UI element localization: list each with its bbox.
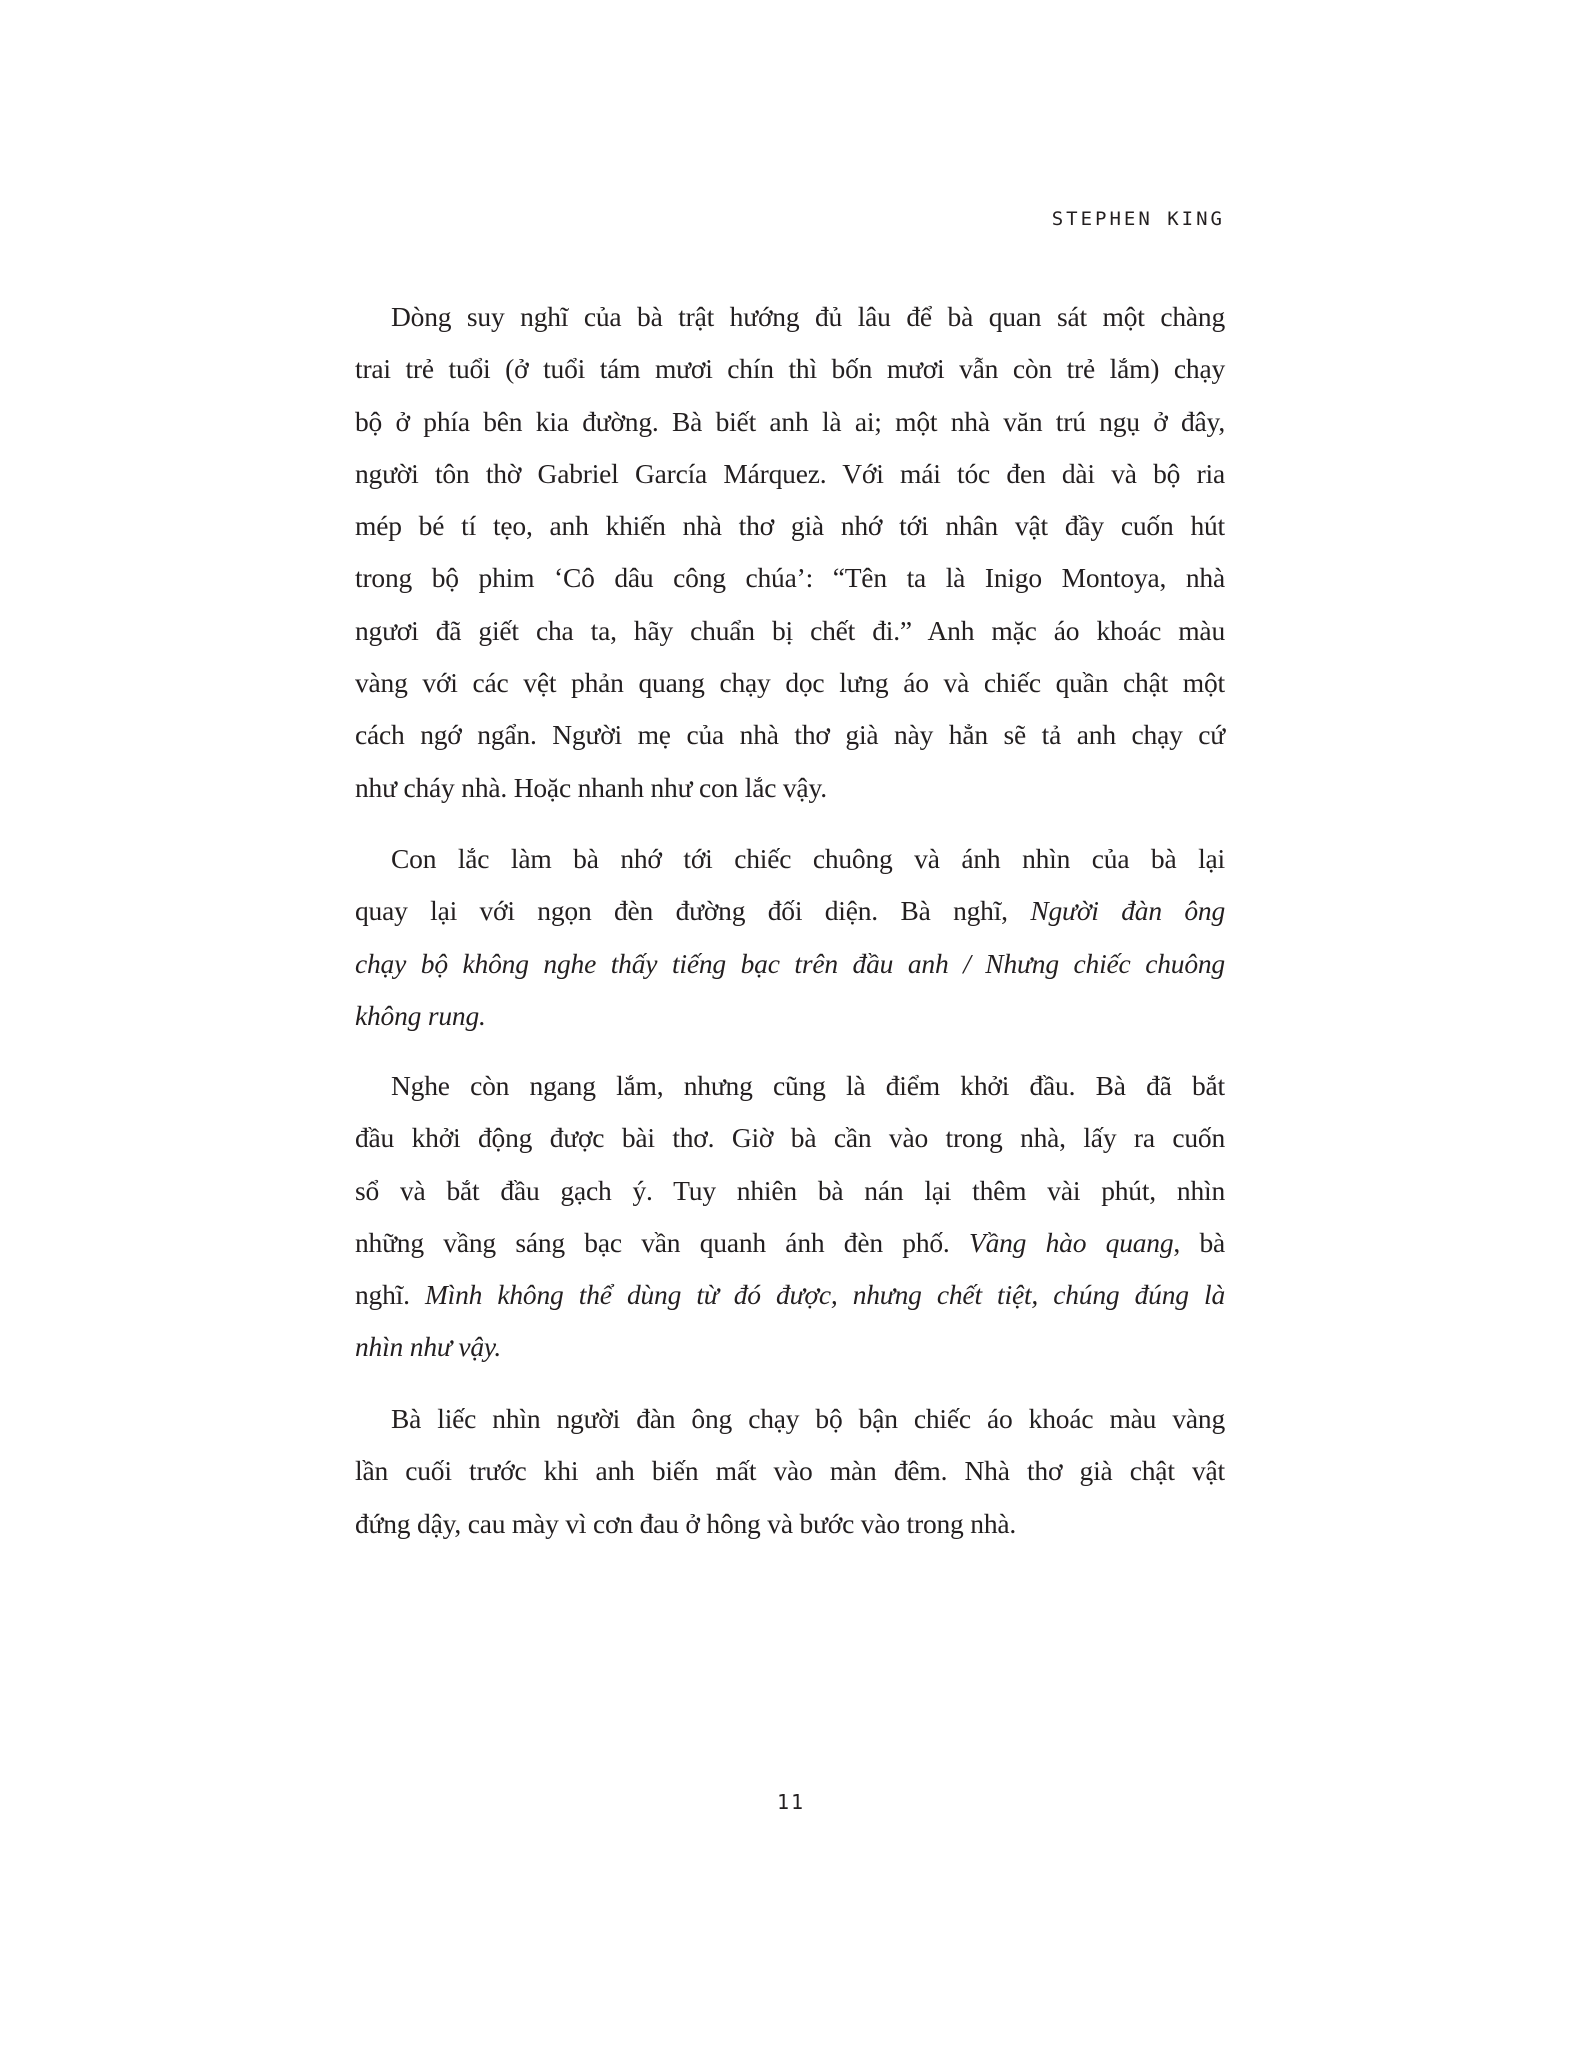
- body-text: quay lại với ngọn đèn đường đối diện. Bà nghĩ,: [355, 895, 1031, 927]
- body-text: bộ ở phía bên kia đường. Bà biết anh là ai; một nhà văn trú ngụ ở đây,: [355, 405, 1225, 437]
- body-text: lần cuối trước khi anh biến mất vào màn đêm. Nhà thơ già chật vật: [355, 1455, 1225, 1487]
- text-line: [355, 762, 1225, 814]
- text-line: [355, 396, 1225, 448]
- text-line: [355, 448, 1225, 500]
- text-line: [355, 938, 1225, 990]
- text-line: [355, 1112, 1225, 1164]
- text-line: [355, 1060, 1225, 1112]
- italic-text: nhìn như vậy.: [355, 1331, 502, 1363]
- text-line: [355, 343, 1225, 395]
- body-text: người tôn thờ Gabriel García Márquez. Với mái tóc đen dài và bộ ria: [355, 457, 1225, 489]
- page-number: 11: [776, 1790, 806, 1814]
- body-text: đứng dậy, cau mày vì cơn đau ở hông và bước vào trong nhà.: [355, 1507, 1017, 1539]
- text-line: [355, 990, 1225, 1042]
- italic-text: không rung.: [355, 999, 486, 1031]
- text-line: [355, 1269, 1225, 1321]
- italic-text: Mình không thể dùng từ đó được, nhưng chết tiệt, chúng đúng là: [424, 1279, 1225, 1311]
- text-line: [355, 1445, 1225, 1497]
- body-text: ngươi đã giết cha ta, hãy chuẩn bị chết đi.” Anh mặc áo khoác màu: [355, 614, 1225, 646]
- text-line: [355, 833, 1225, 885]
- paragraph-1: [355, 291, 1225, 814]
- text-line: [355, 657, 1225, 709]
- body-text: mép bé tí tẹo, anh khiến nhà thơ già nhớ tới nhân vật đầy cuốn hút: [355, 510, 1225, 542]
- paragraph-4: [355, 1393, 1225, 1550]
- body-text: vàng với các vệt phản quang chạy dọc lưng áo và chiếc quần chật một: [355, 667, 1225, 699]
- text-line: [355, 885, 1225, 937]
- paragraph-3: [355, 1060, 1225, 1374]
- body-text: nghĩ.: [355, 1279, 425, 1311]
- text-line: [355, 1321, 1225, 1373]
- text-line: [355, 552, 1225, 604]
- body-text: Nghe còn ngang lắm, nhưng cũng là điểm khởi đầu. Bà đã bắt: [391, 1070, 1225, 1101]
- italic-text: Người đàn ông: [1030, 895, 1225, 927]
- body-text: sổ và bắt đầu gạch ý. Tuy nhiên bà nán lại thêm vài phút, nhìn: [355, 1174, 1225, 1206]
- italic-text: chạy bộ không nghe thấy tiếng bạc trên đầu anh / Nhưng chiếc chuông: [355, 947, 1225, 979]
- text-line: [355, 1393, 1225, 1445]
- body-text: Dòng suy nghĩ của bà trật hướng đủ lâu để bà quan sát một chàng: [391, 301, 1225, 332]
- body-text: Con lắc làm bà nhớ tới chiếc chuông và ánh nhìn của bà lại: [391, 843, 1225, 874]
- body-text: những vầng sáng bạc vần quanh ánh đèn phố.: [355, 1226, 969, 1258]
- body-text: trong bộ phim ‘Cô dâu công chúa’: “Tên ta là Inigo Montoya, nhà: [355, 562, 1225, 594]
- body-text: như cháy nhà. Hoặc nhanh như con lắc vậy.: [355, 771, 827, 803]
- body-text: cách ngớ ngẩn. Người mẹ của nhà thơ già này hẳn sẽ tả anh chạy cứ: [355, 719, 1225, 751]
- text-line: [355, 1165, 1225, 1217]
- body-text: trai trẻ tuổi (ở tuổi tám mươi chín thì bốn mươi vẫn còn trẻ lắm) chạy: [355, 353, 1225, 385]
- text-line: [355, 500, 1225, 552]
- text-line: [355, 605, 1225, 657]
- italic-text: Vầng hào quang: [968, 1226, 1174, 1258]
- body-text: , bà: [1173, 1226, 1225, 1258]
- text-line: [355, 1217, 1225, 1269]
- paragraph-2: [355, 833, 1225, 1042]
- text-line: [355, 291, 1225, 343]
- body-text: đầu khởi động được bài thơ. Giờ bà cần vào trong nhà, lấy ra cuốn: [355, 1122, 1225, 1154]
- text-line: [355, 709, 1225, 761]
- running-head: STEPHEN KING: [1051, 208, 1225, 230]
- body-text: Bà liếc nhìn người đàn ông chạy bộ bận chiếc áo khoác màu vàng: [391, 1403, 1225, 1434]
- text-line: [355, 1498, 1225, 1550]
